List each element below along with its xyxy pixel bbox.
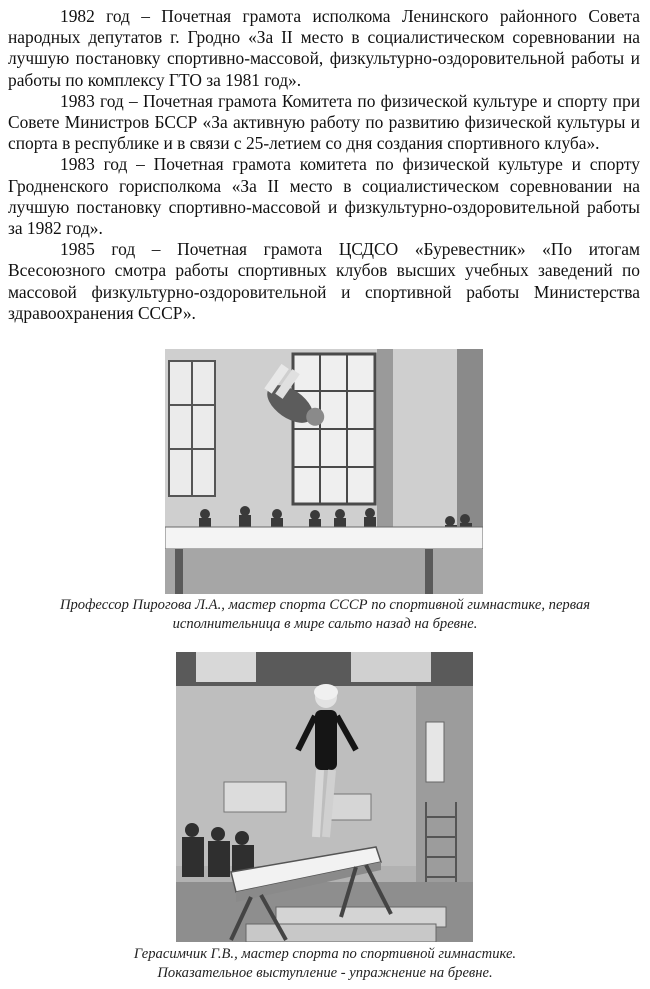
award-paragraph-1983-grodno: 1983 год – Почетная грамота комитета по физической культуре и спорту Гродненского горисполкома «За II место в социалистическом соревновании на лучшую постановку спортивно-массовой и физкультурно-оздоровительной работы за 1982 год». [8, 154, 640, 239]
award-list [8, 6, 640, 324]
photo-salto-illustration [165, 349, 483, 594]
caption-line: Профессор Пирогова Л.А., мастер спорта СССР по спортивной гимнастике, первая [59, 597, 591, 613]
photo-salto-on-beam [165, 349, 483, 594]
award-paragraph-1982: 1982 год – Почетная грамота исполкома Ленинского районного Совета народных депутатов г. Гродно «За II место в социалистическом соревновании на лучшую постановку спортивно-массовой, физкультурно-оздоровительной работы и работы по комплексу ГТО за 1981 год». [8, 6, 640, 90]
caption-line: исполнительница в мире сальто назад на бревне. [172, 616, 478, 632]
photo-caption-pirogova [0, 596, 650, 634]
caption-line: Показательное выступление - упражнение на бревне. [157, 965, 493, 981]
photo-caption-gerasimchik [0, 945, 650, 983]
caption-line: Герасимчик Г.В., мастер спорта по спортивной гимнастике. [133, 946, 517, 962]
award-paragraph-1985: 1985 год – Почетная грамота ЦСДСО «Буревестник» «По итогам Всесоюзного смотра работы спортивных клубов высших учебных заведений по массовой физкультурно-оздоровительной и спортивной работы Министерства здравоохранения СССР». [8, 239, 640, 323]
photo-beam-illustration [176, 652, 473, 942]
photo-beam-exercise [176, 652, 473, 942]
award-paragraph-1983-bssr: 1983 год – Почетная грамота Комитета по физической культуре и спорту при Совете Министров БССР «За активную работу по развитию физической культуры и спорта в республике и в связи с 25-летием со дня создания спортивного клуба». [8, 90, 640, 154]
